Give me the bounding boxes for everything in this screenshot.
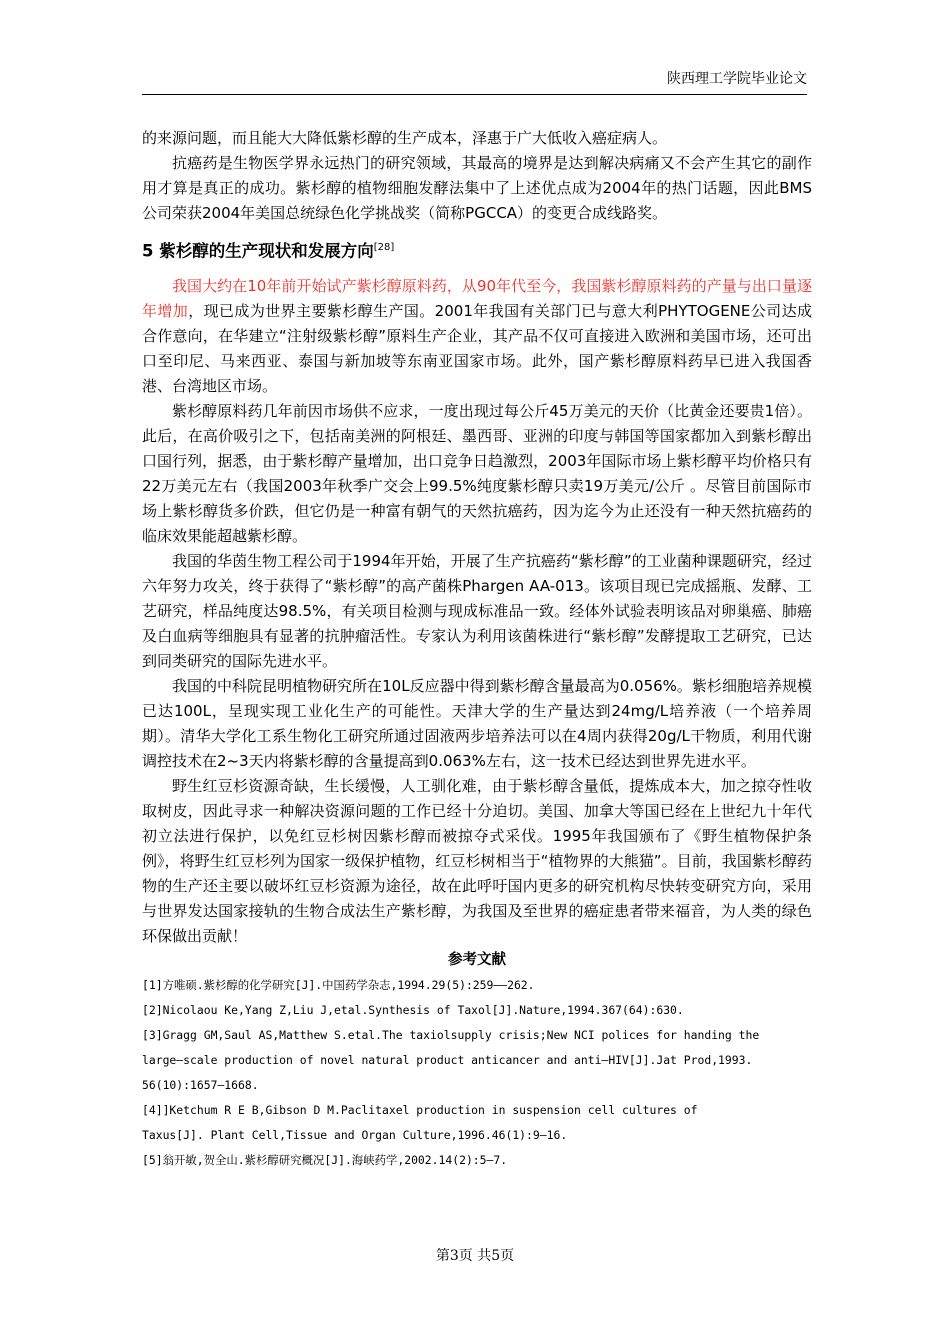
- reference-3-line-1: [3]Gragg GM,Saul AS,Matthew S.etal.The taxiolsupply crisis;New NCI polices for handing the: [142, 1027, 760, 1042]
- paragraph-production-rest: ，现已成为世界主要紫杉醇生产国。2001年我国有关部门已与意大利PHYTOGENE公司达成合作意向，在华建立“注射级紫杉醇”原料生产企业，其产品不仅可直接进入欧洲和美国市场，还可出口至印尼、马来西亚、泰国与新加坡等东南亚国家市场。此外，国产紫杉醇原料药早已进入我国香港、台湾地区市场。: [142, 301, 812, 395]
- paragraph-anticancer: 抗癌药是生物医学界永远热门的研究领域，其最高的境界是达到解决病痛又不会产生其它的副作用才算是真正的成功。紫杉醇的植物细胞发酵法集中了上述优点成为2004年的热门话题，因此BMS公司荣获2004年美国总统绿色化学挑战奖（简称PGCCA）的变更合成线路奖。: [142, 154, 812, 222]
- paragraph-kunming: 我国的中科院昆明植物研究所在10L反应器中得到紫杉醇含量最高为0.056%。紫杉细胞培养规模已达100L，呈现实现工业化生产的可能性。天津大学的生产量达到24mg/L培养液（一个培养周期）。清华大学化工系生物化工研究所通过固液两步培养法可以在4周内获得20g/L干物质，利用代谢调控技术在2~3天内将紫杉醇的含量提高到0.063%左右，这一技术已经达到世界先进水平。: [142, 676, 812, 770]
- reference-3-line-3: 56(10):1657—1668.: [142, 1077, 259, 1092]
- references-title: 参考文献: [448, 951, 506, 968]
- paragraph-continued: 的来源问题，而且能大大降低紫杉醇的生产成本，泽惠于广大低收入癌症病人。: [142, 129, 668, 147]
- reference-4-line-1: [4]]Ketchum R E B,Gibson D M.Paclitaxel production in suspension cell cultures of: [142, 1102, 698, 1117]
- section-citation: [28]: [373, 242, 395, 253]
- reference-4-line-2: Taxus[J]. Plant Cell,Tissue and Organ Culture,1996.46(1):9—16.: [142, 1127, 568, 1142]
- main-content: [142, 126, 812, 1173]
- paragraph-market: 紫杉醇原料药几年前因市场供不应求，一度出现过每公斤45万美元的天价（比黄金还要贵1倍）。此后，在高价吸引之下，包括南美洲的阿根廷、墨西哥、亚洲的印度与韩国等国家都加入到紫杉醇出口国行列，据悉，由于紫杉醇产量增加，出口竞争日趋激烈，2003年国际市场上紫杉醇平均价格只有22万美元左右（我国2003年秋季广交会上99.5%纯度紫杉醇只卖19万美元/公斤 。尽管目前国际市场上紫杉醇货多价跌，但它仍是一种富有朝气的天然抗癌药，因为迄今为止还没有一种天然抗癌药的临床效果能超越紫杉醇。: [142, 401, 812, 545]
- page-header: [142, 64, 807, 95]
- section-title: 5 紫杉醇的生产现状和发展方向: [142, 241, 374, 261]
- highlighted-text: 我国大约在10年前开始试产紫杉醇原料药，从90年代至今，我国紫杉醇原料药的产量与出口量逐年增加: [142, 276, 812, 320]
- paragraph-huayin: 我国的华茵生物工程公司于1994年开始，开展了生产抗癌药“紫杉醇”的工业菌种课题研究，经过六年努力攻关，终于获得了“紫杉醇”的高产菌株Phargen AA-013。该项目现已完成摇瓶、发酵、工艺研究，样品纯度达98.5%，有关项目检测与现成标准品一致。经体外试验表明该品对卵巢癌、肺癌及白血病等细胞具有显著的抗肿瘤活性。专家认为利用该菌株进行“紫杉醇”发酵提取工艺研究，已达到同类研究的国际先进水平。: [142, 551, 812, 670]
- paragraph-production: [142, 274, 812, 399]
- paragraph-wild-yew: 野生红豆杉资源奇缺，生长缓慢，人工驯化难，由于紫杉醇含量低，提炼成本大，加之掠夺性收取树皮，因此寻求一种解决资源问题的工作已经十分迫切。美国、加拿大等国已经在上世纪九十年代初立法进行保护，以免红豆杉树因紫杉醇而被掠夺式采伐。1995年我国颁布了《野生植物保护条例》，将野生红豆杉列为国家一级保护植物，红豆杉树相当于“植物界的大熊猫”。目前，我国紫杉醇药物的生产还主要以破坏红豆杉资源为途径，故在此呼吁国内更多的研究机构尽快转变研究方向，采用与世界发达国家接轨的生物合成法生产紫杉醇，为我国及至世界的癌症患者带来福音，为人类的绿色环保做出贡献！: [142, 776, 812, 945]
- reference-5: [5]翁开敏,贺全山.紫杉醇研究概况[J].海峡药学,2002.14(2):5—7.: [142, 1152, 508, 1167]
- reference-1: [1]方唯硕.紫杉醇的化学研究[J].中国药学杂志,1994.29(5):259——262.: [142, 977, 535, 992]
- reference-3-line-2: large—scale production of novel natural product anticancer and anti—HIV[J].Jat Prod,1993.: [142, 1052, 753, 1067]
- reference-2: [2]Nicolaou Ke,Yang Z,Liu J,etal.Synthesis of Taxol[J].Nature,1994.367(64):630.: [142, 1002, 684, 1017]
- section-heading: [142, 236, 812, 264]
- header-school-name: 陕西理工学院毕业论文: [667, 71, 807, 87]
- page-number: 第3页 共5页: [435, 1248, 515, 1264]
